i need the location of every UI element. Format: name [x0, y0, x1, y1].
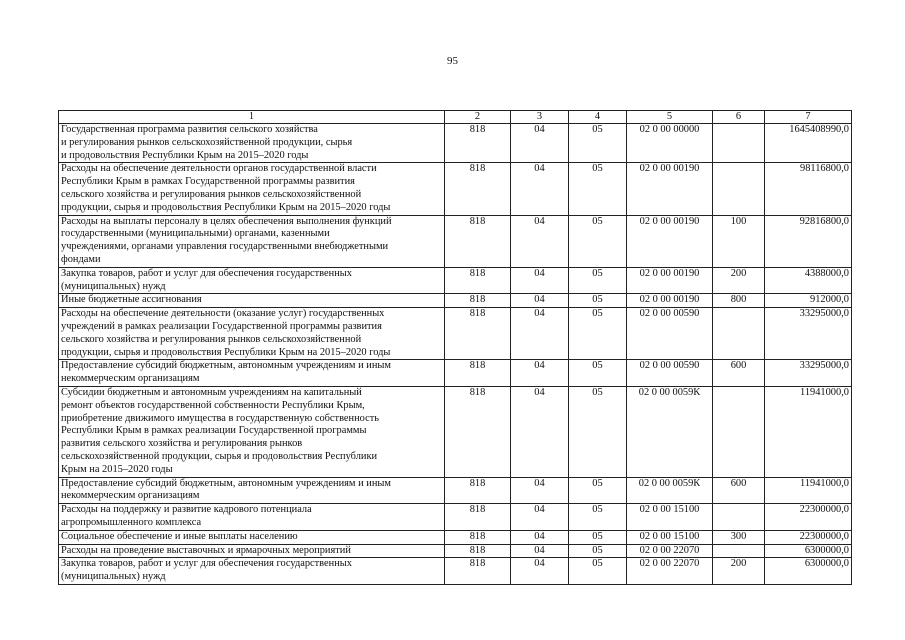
ministry-code-text: 818 — [469, 544, 486, 556]
row-name-text: Государственная программа развития сельского хозяйства и регулирования рынков сельскохозяйственной продукции, сырья и продовольствия Республики Крым на 2015–2020 годы — [61, 124, 353, 161]
column-header: 7 — [765, 111, 852, 124]
subsection-code-text: 05 — [592, 308, 603, 320]
ministry-code-cell — [445, 386, 511, 477]
ministry-code-cell — [445, 215, 511, 267]
amount-cell — [765, 308, 852, 360]
target-article-cell — [627, 558, 713, 585]
section-code-cell — [511, 558, 569, 585]
target-article-text: 02 0 00 00590 — [639, 308, 700, 320]
amount-cell — [765, 530, 852, 544]
ministry-code-cell — [445, 163, 511, 215]
amount-text: 22300000,0 — [799, 504, 849, 516]
amount-cell — [765, 477, 852, 504]
ministry-code-text: 818 — [469, 294, 486, 306]
target-article-text: 02 0 00 22070 — [639, 544, 700, 556]
subsection-code-cell — [569, 215, 627, 267]
target-article-text: 02 0 00 00590 — [639, 360, 700, 372]
section-code-text: 04 — [534, 124, 545, 135]
column-header: 2 — [445, 111, 511, 124]
amount-text: 11941000,0 — [800, 386, 849, 398]
target-article-cell — [627, 386, 713, 477]
amount-text: 6300000,0 — [804, 558, 849, 570]
amount-text: 92816800,0 — [799, 215, 849, 227]
subsection-code-cell — [569, 360, 627, 387]
row-name-text: Расходы на поддержку и развитие кадрового потенциала агропромышленного комплекса — [61, 504, 312, 528]
expense-type-cell — [713, 360, 765, 387]
section-code-cell — [511, 530, 569, 544]
section-code-text: 04 — [534, 294, 545, 306]
subsection-code-text: 05 — [592, 530, 603, 542]
target-article-text: 02 0 00 00190 — [639, 267, 700, 279]
expense-type-cell — [713, 477, 765, 504]
row-name-cell — [59, 558, 445, 585]
row-name-cell — [59, 267, 445, 294]
table-row — [59, 124, 852, 163]
row-name-text: Иные бюджетные ассигнования — [61, 294, 202, 306]
ministry-code-text: 818 — [469, 504, 486, 516]
target-article-text: 02 0 00 0059К — [638, 386, 701, 398]
column-header: 5 — [627, 111, 713, 124]
column-header: 1 — [59, 111, 445, 124]
ministry-code-cell — [445, 477, 511, 504]
subsection-code-cell — [569, 544, 627, 558]
ministry-code-cell — [445, 124, 511, 163]
column-header: 6 — [713, 111, 765, 124]
section-code-cell — [511, 504, 569, 531]
section-code-cell — [511, 163, 569, 215]
ministry-code-text: 818 — [469, 124, 486, 135]
target-article-text: 02 0 00 0059К — [638, 477, 701, 489]
row-name-cell — [59, 308, 445, 360]
expense-type-text: 300 — [730, 530, 747, 542]
table-row — [59, 477, 852, 504]
ministry-code-text: 818 — [469, 215, 486, 227]
target-article-cell — [627, 530, 713, 544]
ministry-code-text: 818 — [469, 530, 486, 542]
target-article-cell — [627, 294, 713, 308]
row-name-cell — [59, 294, 445, 308]
section-code-text: 04 — [534, 386, 545, 398]
target-article-text: 02 0 00 00000 — [639, 124, 700, 135]
subsection-code-cell — [569, 504, 627, 531]
table-row — [59, 308, 852, 360]
target-article-cell — [627, 308, 713, 360]
subsection-code-text: 05 — [592, 504, 603, 516]
amount-text: 22300000,0 — [799, 530, 849, 542]
subsection-code-cell — [569, 386, 627, 477]
expense-type-cell — [713, 294, 765, 308]
section-code-cell — [511, 386, 569, 477]
ministry-code-text: 818 — [469, 360, 486, 372]
subsection-code-text: 05 — [592, 360, 603, 372]
section-code-text: 04 — [534, 504, 545, 516]
section-code-text: 04 — [534, 530, 545, 542]
amount-cell — [765, 558, 852, 585]
section-code-cell — [511, 308, 569, 360]
section-code-cell — [511, 124, 569, 163]
row-name-cell — [59, 386, 445, 477]
ministry-code-cell — [445, 308, 511, 360]
ministry-code-text: 818 — [469, 477, 486, 489]
subsection-code-cell — [569, 124, 627, 163]
section-code-cell — [511, 477, 569, 504]
row-name-cell — [59, 215, 445, 267]
target-article-cell — [627, 215, 713, 267]
amount-text: 912000,0 — [810, 294, 849, 306]
subsection-code-text: 05 — [592, 477, 603, 489]
ministry-code-cell — [445, 530, 511, 544]
column-header: 4 — [569, 111, 627, 124]
subsection-code-cell — [569, 530, 627, 544]
row-name-cell — [59, 544, 445, 558]
expense-type-cell — [713, 386, 765, 477]
ministry-code-cell — [445, 267, 511, 294]
row-name-cell — [59, 477, 445, 504]
amount-cell — [765, 544, 852, 558]
amount-text: 4388000,0 — [804, 267, 849, 279]
expense-type-text: 200 — [730, 267, 747, 279]
row-name-cell — [59, 530, 445, 544]
budget-table — [58, 110, 852, 585]
target-article-text: 02 0 00 15100 — [639, 530, 700, 542]
column-number-row — [59, 111, 852, 124]
expense-type-text: 600 — [730, 360, 747, 372]
target-article-cell — [627, 544, 713, 558]
row-name-cell — [59, 360, 445, 387]
amount-cell — [765, 215, 852, 267]
subsection-code-text: 05 — [592, 267, 603, 279]
amount-cell — [765, 124, 852, 163]
ministry-code-text: 818 — [469, 163, 486, 175]
section-code-text: 04 — [534, 163, 545, 175]
table-row — [59, 504, 852, 531]
section-code-text: 04 — [534, 308, 545, 320]
ministry-code-text: 818 — [469, 308, 486, 320]
row-name-text: Предоставление субсидий бюджетным, автономным учреждениям и иным некоммерческим организациям — [61, 477, 391, 502]
table-row — [59, 544, 852, 558]
section-code-cell — [511, 215, 569, 267]
amount-cell — [765, 294, 852, 308]
row-name-text: Расходы на обеспечение деятельности (оказание услуг) государственных учреждений в рамках реализации Государственной программы развития сельского хозяйства и регулирования рынков сельскохозяйственной продукции, сырья и продовольствия Республики Крым на 2015–2020 годы — [61, 308, 391, 358]
row-name-text: Субсидии бюджетным и автономным учреждениям на капитальный ремонт объектов государственной собственности Республики Крым, приобретение движимого имущества в государственную собственность Республики Крым в рамках реализации Государственной программы развития сельского хозяйства и регулирования рынков сельскохозяйственной продукции, сырья и продовольствия Республики Крым на 2015–2020 годы — [61, 386, 380, 475]
table-body — [59, 124, 852, 585]
row-name-text: Расходы на обеспечение деятельности органов государственной власти Республики Крым в рамках Государственной программы развития сельского хозяйства и регулирования рынков сельскохозяйственной продукции, сырья и продовольствия Республики Крым на 2015–2020 годы — [61, 163, 391, 213]
expense-type-cell — [713, 544, 765, 558]
row-name-text: Закупка товаров, работ и услуг для обеспечения государственных (муниципальных) нужд — [61, 267, 352, 292]
expense-type-text: 100 — [730, 215, 747, 227]
amount-text: 33295000,0 — [799, 308, 849, 320]
amount-text: 33295000,0 — [799, 360, 849, 372]
table-row — [59, 215, 852, 267]
subsection-code-cell — [569, 163, 627, 215]
section-code-text: 04 — [534, 215, 545, 227]
ministry-code-cell — [445, 294, 511, 308]
subsection-code-text: 05 — [592, 163, 603, 175]
subsection-code-text: 05 — [592, 386, 603, 398]
target-article-text: 02 0 00 15100 — [639, 504, 700, 516]
amount-cell — [765, 360, 852, 387]
ministry-code-cell — [445, 360, 511, 387]
target-article-cell — [627, 360, 713, 387]
table-row — [59, 267, 852, 294]
target-article-text: 02 0 00 00190 — [639, 215, 700, 227]
row-name-text: Закупка товаров, работ и услуг для обеспечения государственных (муниципальных) нужд — [61, 558, 352, 583]
section-code-text: 04 — [534, 558, 545, 570]
ministry-code-text: 818 — [469, 267, 486, 279]
amount-text: 1645408990,0 — [789, 124, 849, 135]
amount-text: 11941000,0 — [800, 477, 849, 489]
row-name-cell — [59, 504, 445, 531]
expense-type-cell — [713, 308, 765, 360]
table-row — [59, 558, 852, 585]
target-article-text: 02 0 00 00190 — [639, 163, 700, 175]
target-article-text: 02 0 00 00190 — [639, 294, 700, 306]
column-header: 3 — [511, 111, 569, 124]
expense-type-text: 600 — [730, 477, 747, 489]
table-row — [59, 163, 852, 215]
section-code-text: 04 — [534, 360, 545, 372]
ministry-code-cell — [445, 544, 511, 558]
row-name-cell — [59, 124, 445, 163]
table-row — [59, 294, 852, 308]
ministry-code-cell — [445, 504, 511, 531]
target-article-cell — [627, 163, 713, 215]
subsection-code-cell — [569, 294, 627, 308]
expense-type-cell — [713, 163, 765, 215]
subsection-code-cell — [569, 477, 627, 504]
amount-cell — [765, 267, 852, 294]
ministry-code-text: 818 — [469, 558, 486, 570]
row-name-cell — [59, 163, 445, 215]
row-name-text: Социальное обеспечение и иные выплаты населению — [61, 530, 298, 542]
ministry-code-cell — [445, 558, 511, 585]
expense-type-cell — [713, 504, 765, 531]
section-code-cell — [511, 294, 569, 308]
expense-type-cell — [713, 267, 765, 294]
expense-type-text: 200 — [730, 558, 747, 570]
target-article-text: 02 0 00 22070 — [639, 558, 700, 570]
table-row — [59, 386, 852, 477]
section-code-text: 04 — [534, 544, 545, 556]
page-number: 95 — [447, 55, 458, 67]
section-code-cell — [511, 360, 569, 387]
target-article-cell — [627, 124, 713, 163]
subsection-code-text: 05 — [592, 544, 603, 556]
subsection-code-cell — [569, 558, 627, 585]
subsection-code-text: 05 — [592, 294, 603, 306]
target-article-cell — [627, 267, 713, 294]
amount-cell — [765, 386, 852, 477]
target-article-cell — [627, 477, 713, 504]
ministry-code-text: 818 — [469, 386, 486, 398]
row-name-text: Расходы на выплаты персоналу в целях обеспечения выполнения функций государственными (муниципальными) органами, казенными учреждениями, органами управления государственными внебюджетными фондами — [61, 215, 392, 265]
section-code-text: 04 — [534, 477, 545, 489]
row-name-text: Расходы на проведение выставочных и ярмарочных мероприятий — [61, 544, 351, 556]
expense-type-cell — [713, 215, 765, 267]
row-name-text: Предоставление субсидий бюджетным, автономным учреждениям и иным некоммерческим организациям — [61, 360, 391, 385]
amount-cell — [765, 163, 852, 215]
subsection-code-cell — [569, 308, 627, 360]
expense-type-text: 800 — [730, 294, 747, 306]
table-row — [59, 360, 852, 387]
amount-text: 98116800,0 — [800, 163, 849, 175]
expense-type-cell — [713, 124, 765, 163]
section-code-text: 04 — [534, 267, 545, 279]
section-code-cell — [511, 267, 569, 294]
expense-type-cell — [713, 530, 765, 544]
table-row — [59, 530, 852, 544]
target-article-cell — [627, 504, 713, 531]
subsection-code-text: 05 — [592, 215, 603, 227]
amount-text: 6300000,0 — [804, 544, 849, 556]
subsection-code-text: 05 — [592, 558, 603, 570]
amount-cell — [765, 504, 852, 531]
subsection-code-text: 05 — [592, 124, 603, 135]
section-code-cell — [511, 544, 569, 558]
subsection-code-cell — [569, 267, 627, 294]
expense-type-cell — [713, 558, 765, 585]
